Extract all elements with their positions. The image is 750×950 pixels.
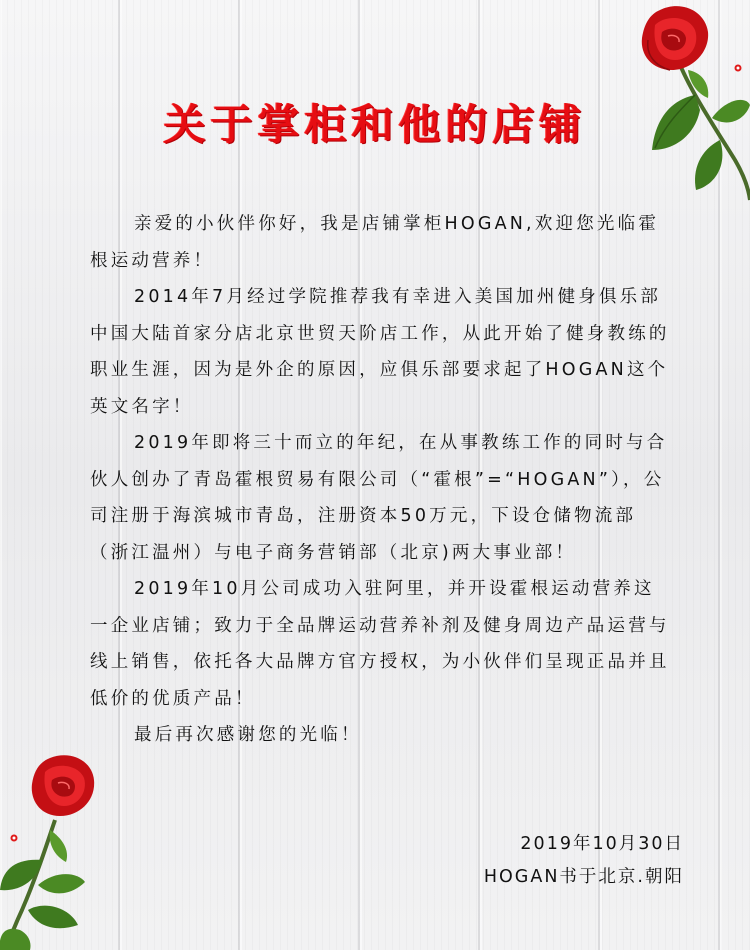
signature-block xyxy=(484,828,684,894)
paragraph-greeting: 亲爱的小伙伴你好，我是店铺掌柜HOGAN,欢迎您光临霍根运动营养！ xyxy=(90,214,660,271)
paragraph-company: 2019年即将三十而立的年纪，在从事教练工作的同时与合伙人创办了青岛霍根贸易有限公司（“霍根”=“HOGAN”），公司注册于海滨城市青岛，注册资本50万元，下设仓储物流部（浙江温州）与电子商务营销部（北京)两大事业部！ xyxy=(90,433,668,563)
page-title: 关于掌柜和他的店铺 xyxy=(163,100,587,149)
letter-body xyxy=(90,206,670,754)
signature-author: HOGAN书于北京.朝阳 xyxy=(483,867,684,887)
rose-bottom-left-icon xyxy=(0,750,130,950)
paragraph-thanks: 最后再次感谢您的光临！ xyxy=(134,725,362,745)
paragraph-store: 2019年10月公司成功入驻阿里，并开设霍根运动营养这一企业店铺；致力于全品牌运动营养补剂及健身周边产品运营与线上销售，依托各大品牌方官方授权，为小伙伴们呈现正品并且低价的优质产品！ xyxy=(90,579,670,709)
paragraph-career: 2014年7月经过学院推荐我有幸进入美国加州健身俱乐部中国大陆首家分店北京世贸天阶店工作，从此开始了健身教练的职业生涯，因为是外企的原因，应俱乐部要求起了HOGAN这个英文名字！ xyxy=(90,287,670,417)
signature-date: 2019年10月30日 xyxy=(520,834,684,854)
